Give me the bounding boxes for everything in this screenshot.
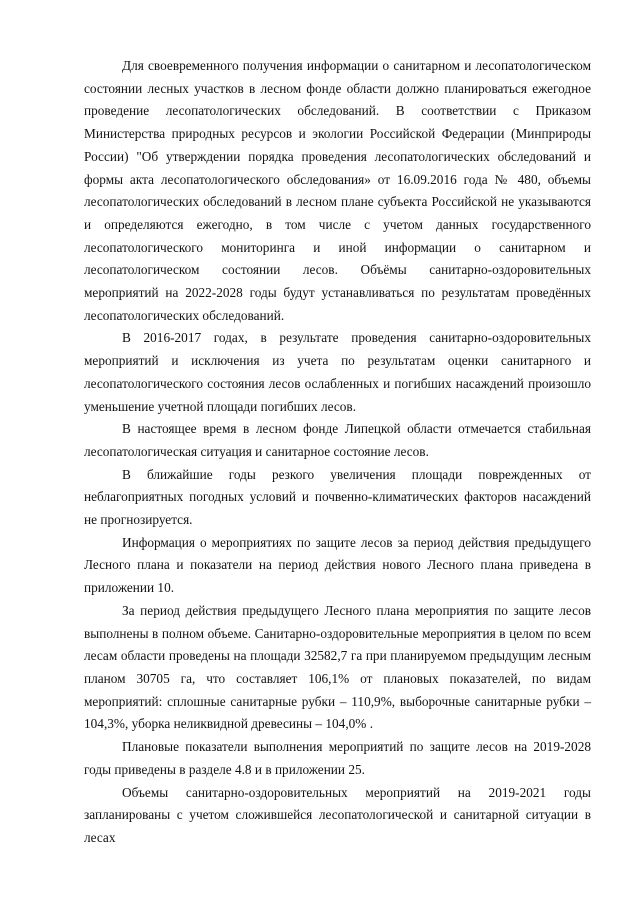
paragraph-previous-plan-results: За период действия предыдущего Лесного плана мероприятия по защите лесов выполнены в полном объеме. Санитарно-оздоровительные мероприятия в целом по всем лесам области проведены на площади 32582,7 га при планируемом предыдущим лесным планом 30705 га, что составляет 106,1% от плановых показателей, по видам мероприятий: сплошные санитарные рубки – 110,9%, выборочные санитарные рубки – 104,3%, уборка неликвидной древесины – 104,0% . (84, 602, 591, 732)
paragraph-2019-2021-volumes: Объемы санитарно-оздоровительных мероприятий на 2019-2021 годы запланированы с учетом сложившейся лесопатологической и санитарной ситуации в лесах (84, 784, 591, 845)
paragraph-current-situation: В настоящее время в лесном фонде Липецкой области отмечается стабильная лесопатологическая ситуация и санитарное состояние лесов. (84, 421, 591, 459)
paragraph-forecast: В ближайшие годы резкого увеличения площади поврежденных от неблагоприятных погодных условий и почвенно-климатических факторов насаждений не прогнозируется. (84, 466, 591, 528)
paragraph-planned-indicators: Плановые показатели выполнения мероприятий по защите лесов на 2019-2028 годы приведены в разделе 4.8 и в приложении 25. (84, 739, 591, 777)
paragraph-appendix-10: Информация о мероприятиях по защите лесов за период действия предыдущего Лесного плана и показатели на период действия нового Лесного плана приведена в приложении 10. (84, 534, 591, 596)
paragraph-2016-2017-results: В 2016-2017 годах, в результате проведения санитарно-оздоровительных мероприятий и исключения из учета по результатам оценки санитарного и лесопатологического состояния лесов ослабленных и погибших насаждений произошло уменьшение учетной площади погибших лесов. (84, 330, 591, 414)
paragraph-sanitary-surveys: Для своевременного получения информации о санитарном и лесопатологическом состоянии лесных участков в лесном фонде области должно планироваться ежегодное проведение лесопатологических обследований. В соответствии с Приказом Министерства природных ресурсов и экологии Российской Федерации (Минприроды России) "Об утверждении порядка проведения лесопатологических обследований и формы акта лесопатологического обследования» от 16.09.2016 года № 480, объемы лесопатологических обследований в лесном плане субъекта Российской не указываются и определяются ежегодно, в том числе с учетом данных государственного лесопатологического мониторинга и иной информации о санитарном и лесопатологическом состоянии лесов. Объёмы санитарно-оздоровительных мероприятий на 2022-2028 годы будут устанавливаться по результатам проведённых лесопатологических обследований. (84, 58, 591, 323)
document-body (84, 55, 591, 850)
